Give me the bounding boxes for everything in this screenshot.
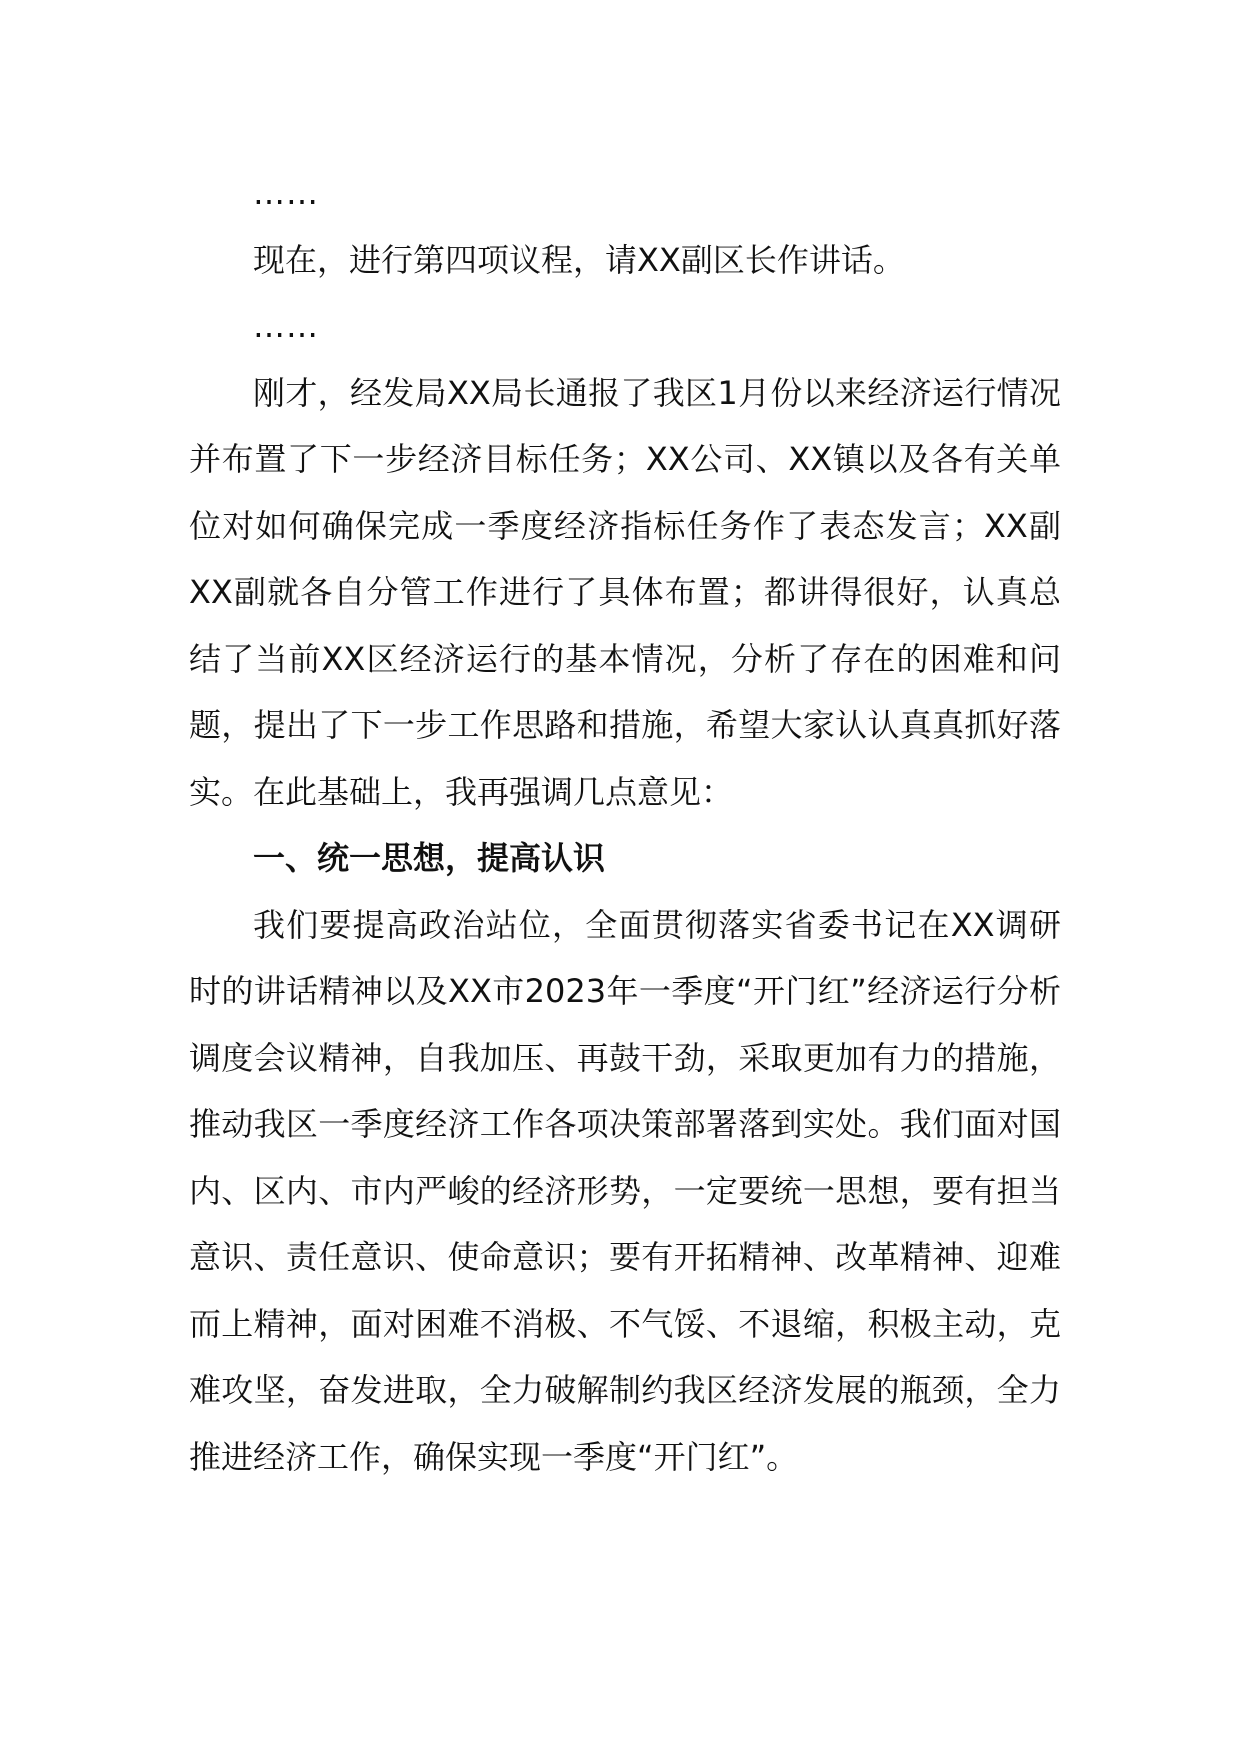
section-heading: 一、统一思想，提高认识 <box>253 839 606 877</box>
document-body <box>189 160 1061 1490</box>
summary-paragraph: 刚才，经发局XX局长通报了我区1月份以来经济运行情况并布置了下一步经济目标任务；XX公司、XX镇以及各有关单位对如何确保完成一季度经济指标任务作了表态发言；XX副XX副就各自分管工作进行了具体布置；都讲得很好，认真总结了当前XX区经济运行的基本情况，分析了存在的困难和问题，提出了下一步工作思路和措施，希望大家认认真真抓好落实。在此基础上，我再强调几点意见： <box>189 373 1061 811</box>
ellipsis-line-2: …… <box>253 307 319 345</box>
ellipsis-line-1: …… <box>253 174 319 212</box>
section-paragraph: 我们要提高政治站位，全面贯彻落实省委书记在XX调研时的讲话精神以及XX市2023年一季度“开门红”经济运行分析调度会议精神，自我加压、再鼓干劲，采取更加有力的措施，推动我区一季度经济工作各项决策部署落到实处。我们面对国内、区内、市内严峻的经济形势，一定要统一思想，要有担当意识、责任意识、使命意识；要有开拓精神、改革精神、迎难而上精神，面对困难不消极、不气馁、不退缩，积极主动，克难攻坚，奋发进取，全力破解制约我区经济发展的瓶颈，全力推进经济工作，确保实现一季度“开门红”。 <box>189 905 1061 1476</box>
agenda-item-paragraph: 现在，进行第四项议程，请XX副区长作讲话。 <box>253 240 905 279</box>
